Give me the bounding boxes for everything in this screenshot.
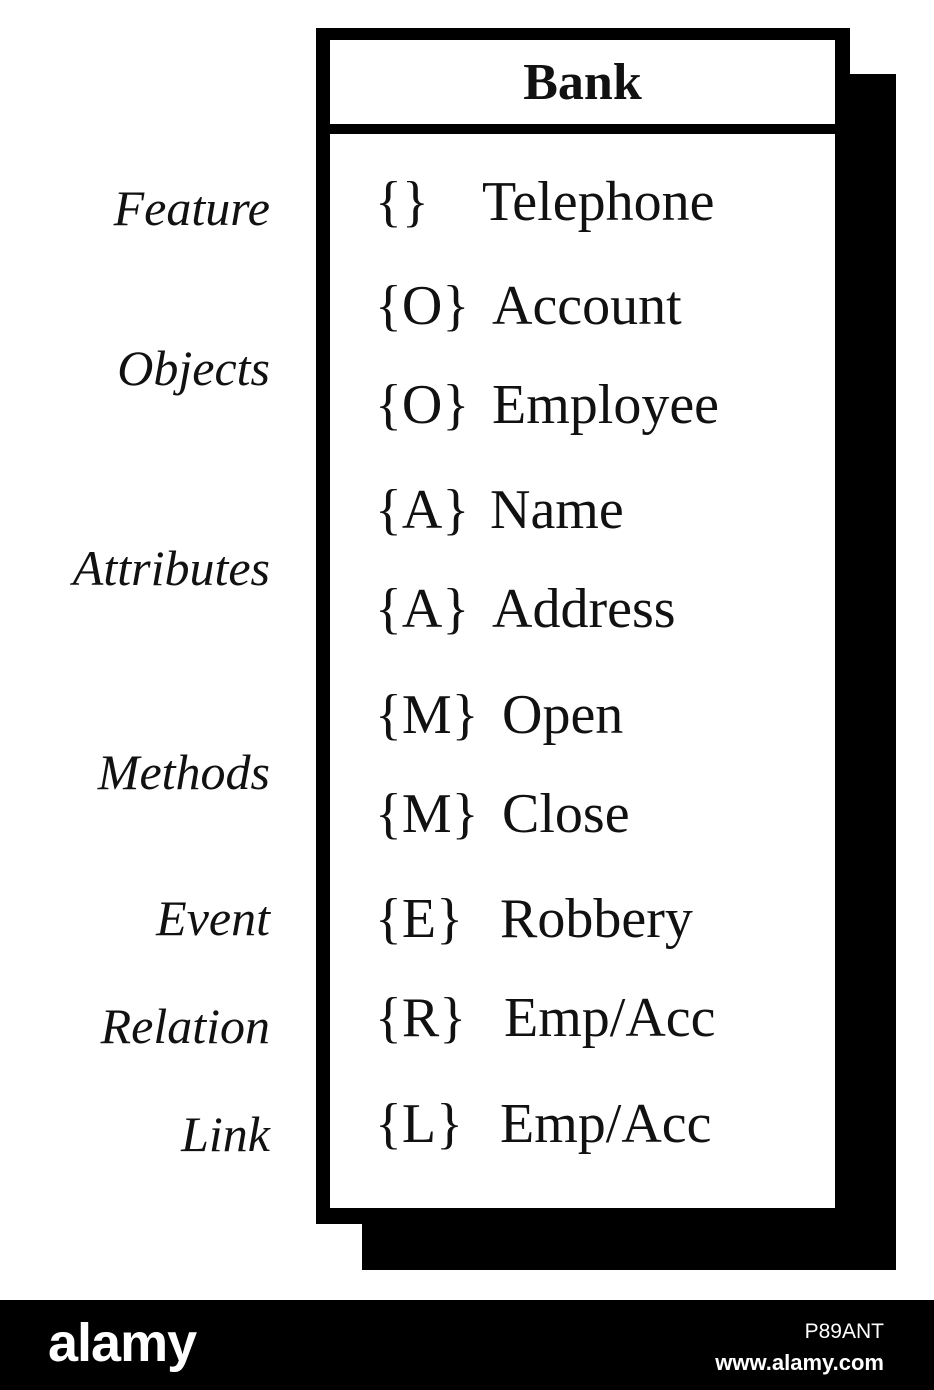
member-code: {M} [375,783,479,845]
member-code: {O} [375,275,470,337]
category-label-relation: Relation [100,998,270,1054]
member-name: Employee [492,374,720,436]
category-label-methods: Methods [97,744,270,800]
site-url: www.alamy.com [715,1350,884,1375]
category-label-link: Link [181,1106,270,1162]
watermark-bar [0,1300,934,1390]
member-code: {} [375,171,429,233]
category-label-attributes: Attributes [72,540,270,596]
member-name: Telephone [482,171,715,233]
member-code: {O} [375,374,470,436]
class-members [330,134,835,1208]
class-title: Bank [330,40,835,124]
member-name: Emp/Acc [500,1093,712,1155]
member-name: Emp/Acc [504,987,716,1049]
member-code: {A} [375,479,470,541]
category-label-objects: Objects [117,340,270,396]
image-id: P89ANT [804,1320,884,1343]
member-name: Close [502,783,630,845]
member-code: {A} [375,578,470,640]
member-code: {L} [375,1093,463,1155]
member-name: Name [490,479,624,541]
member-name: Address [492,578,676,640]
member-code: {R} [375,987,467,1049]
member-name: Open [502,684,624,746]
alamy-logo: alamy [48,1313,197,1373]
member-name: Account [492,275,682,337]
member-name: Robbery [500,888,693,950]
category-label-event: Event [156,890,270,946]
member-code: {E} [375,888,463,950]
category-label-feature: Feature [113,180,270,236]
member-code: {M} [375,684,479,746]
